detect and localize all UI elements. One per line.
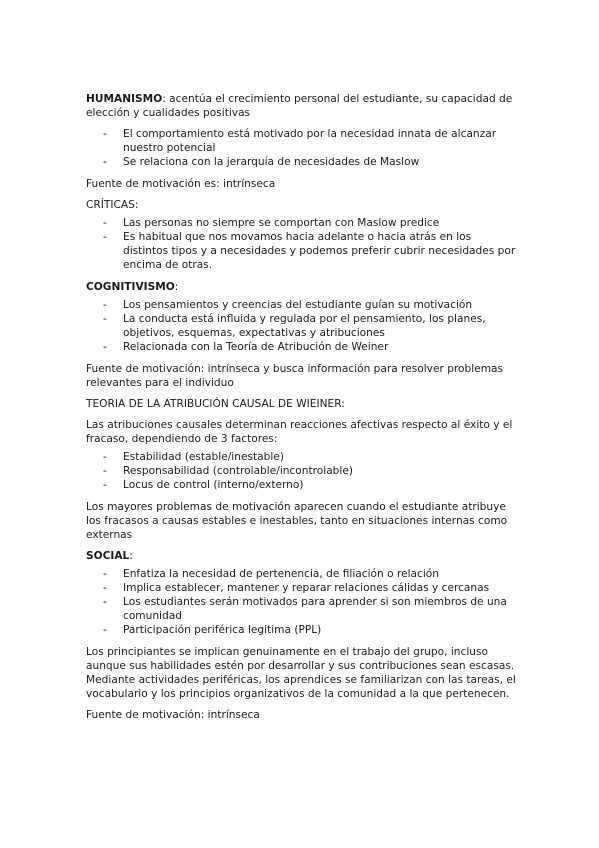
humanismo-intro (86, 92, 518, 120)
humanismo-fuente: Fuente de motivación es: intrínseca (86, 178, 276, 190)
list-item: - Participación periférica legitima (PPL) (103, 624, 322, 636)
social-heading: SOCIAL (86, 550, 130, 562)
humanismo-heading: HUMANISMO (86, 93, 163, 105)
list-item: - Estabilidad (estable/inestable) (103, 451, 284, 463)
list-item: - La conducta está influida y regulada por el pensamiento, los planes, objetivos, esquemas, expectativas y atribuciones (103, 313, 486, 339)
social-fuente: Fuente de motivación: intrínseca (86, 709, 260, 721)
cognitivismo-fuente: Fuente de motivación: intrínseca y busca información para resolver problemas relevantes para el individuo (86, 363, 504, 389)
list-item: - Las personas no siempre se comportan con Maslow predice (103, 217, 440, 229)
cognitivismo-list (86, 298, 518, 354)
list-item: - Implica establecer, mantener y reparar relaciones cálidas y cercanas (103, 582, 490, 594)
criticas-heading: CRÍTICAS: (86, 199, 139, 211)
humanismo-intro-text: : acentúa el crecimiento personal del estudiante, su capacidad de elección y cualidades positivas (86, 93, 513, 119)
cognitivismo-heading-line: COGNITIVISMO: (86, 281, 179, 293)
list-item: - Enfatiza la necesidad de pertenencia, de filiación o relación (103, 568, 439, 580)
social-list (86, 567, 518, 637)
teoria-intro: Las atribuciones causales determinan reacciones afectivas respecto al éxito y el fracaso, dependiendo de 3 factores: (86, 419, 513, 445)
social-heading-line: SOCIAL: (86, 550, 133, 562)
criticas-list (86, 216, 518, 272)
factores-list (86, 450, 518, 492)
social-paragraph: Los principiantes se implican genuinamente en el trabajo del grupo, incluso aunque sus habilidades estén por desarrollar y sus contribuciones sean escasas. Mediante actividades periféricas, los aprendices se familiarizan con las tareas, el vocabulario y los principios organizativos de la comunidad a la que pertenecen. (86, 646, 516, 700)
list-item: - El comportamiento está motivado por la necesidad innata de alcanzar nuestro potencial (103, 128, 497, 154)
list-item: - Se relaciona con la jerarquía de necesidades de Maslow (103, 156, 420, 168)
list-item: - Responsabilidad (controlable/incontrolable) (103, 465, 354, 477)
list-item: - Relacionada con la Teoría de Atribución de Weiner (103, 341, 389, 353)
list-item: - Locus de control (interno/externo) (103, 479, 304, 491)
list-item: - Es habitual que nos movamos hacia adelante o hacia atrás en los distintos tipos y a necesidades y podemos preferir cubrir necesidades por encima de otras. (103, 231, 516, 271)
list-item: - Los pensamientos y creencias del estudiante guían su motivación (103, 299, 473, 311)
list-item: - Los estudiantes serán motivados para aprender si son miembros de una comunidad (103, 596, 507, 622)
cognitivismo-heading: COGNITIVISMO (86, 281, 175, 293)
document-page (86, 92, 518, 729)
humanismo-list (86, 127, 518, 169)
teoria-heading: TEORIA DE LA ATRIBUCIÓN CAUSAL DE WIEINER: (86, 398, 345, 410)
cognitivismo-conclusion: Los mayores problemas de motivación aparecen cuando el estudiante atribuye los fracasos a causas estables e inestables, tanto en situaciones internas como externas (86, 501, 508, 541)
